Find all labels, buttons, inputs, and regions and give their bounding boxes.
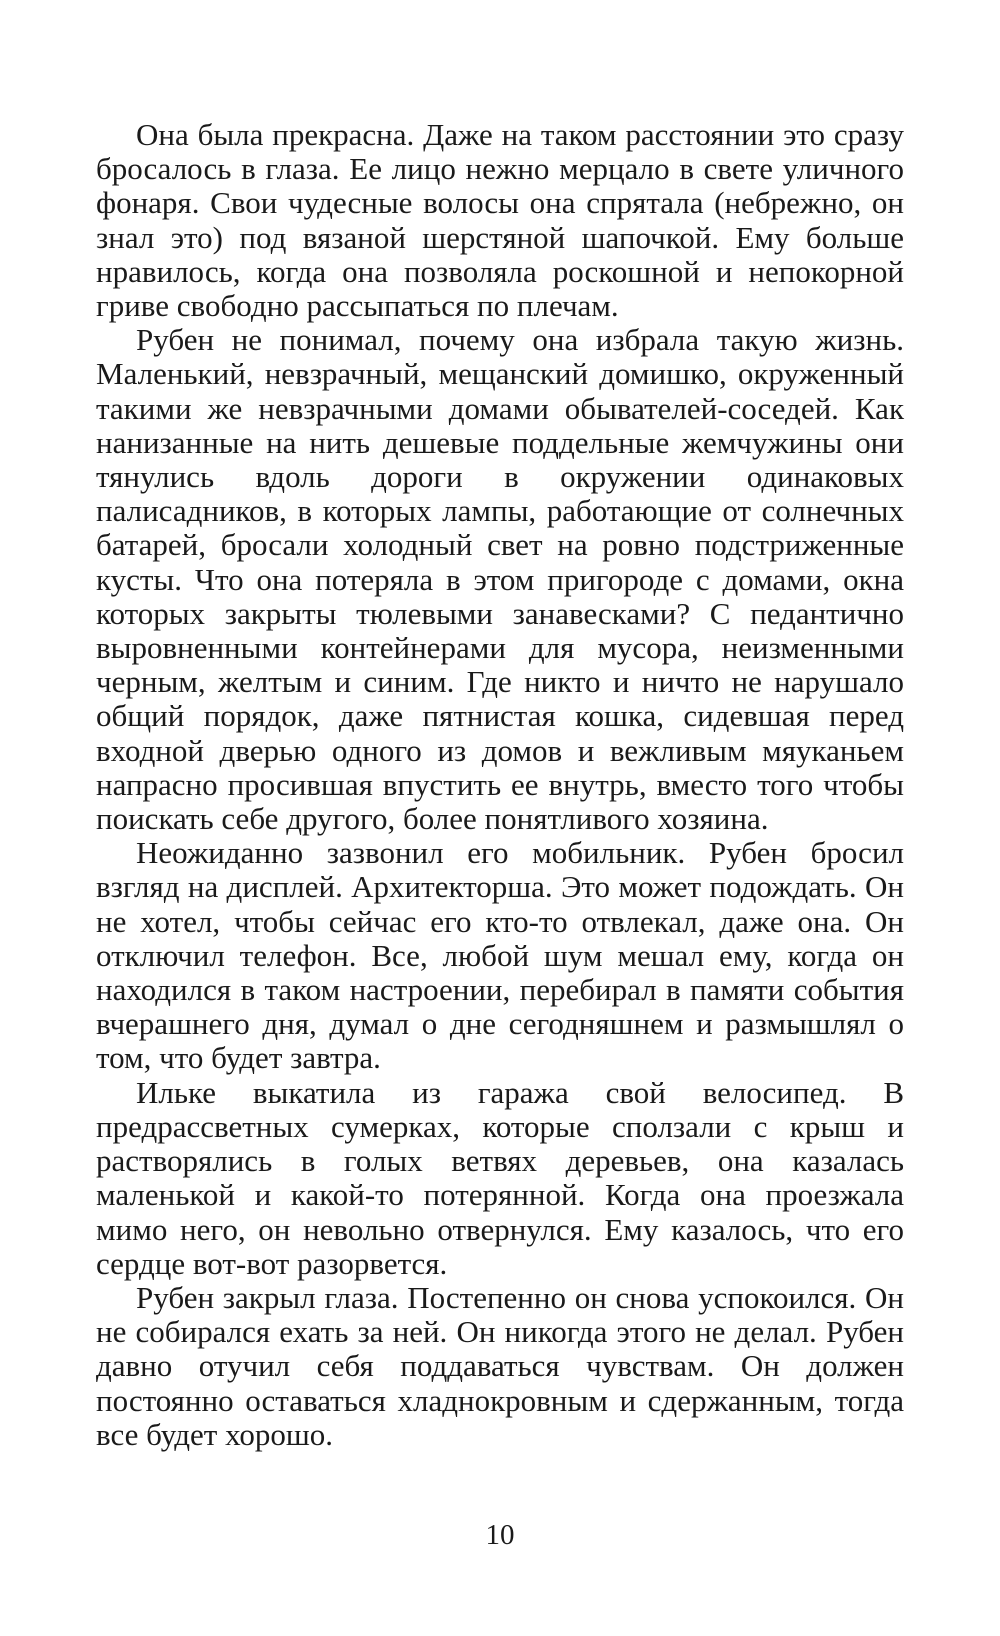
page-number: 10 [485,1519,515,1551]
body-text [96,118,904,1452]
paragraph-2: Рубен не понимал, почему она избрала такую жизнь. Маленький, невзрачный, мещанский домишко, окруженный такими же невзрачными домами обывателей-соседей. Как нанизанные на нить дешевые поддельные жемчужины они тянулись вдоль дороги в окружении одинаковых палисадников, в которых лампы, работающие от солнечных батарей, бросали холодный свет на ровно подстриженные кусты. Что она потеряла в этом пригороде с домами, окна которых закрыты тюлевыми занавесками? С педантично выровненными контейнерами для мусора, неизменными черным, желтым и синим. Где никто и ничто не нарушало общий порядок, даже пятнистая кошка, сидевшая перед входной дверью одного из домов и вежливым мяуканьем напрасно просившая впустить ее внутрь, вместо того чтобы поискать себе другого, более понятливого хозяина. [96,322,904,837]
paragraph-1: Она была прекрасна. Даже на таком расстоянии это сразу бросалось в глаза. Ее лицо нежно мерцало в свете уличного фонаря. Свои чудесные волосы она спрятала (небрежно, он знал это) под вязаной шерстяной шапочкой. Ему больше нравилось, когда она позволяла роскошной и непокорной гриве свободно рассыпаться по плечам. [96,117,904,324]
paragraph-5: Рубен закрыл глаза. Постепенно он снова успокоился. Он не собирался ехать за ней. Он никогда этого не делал. Рубен давно отучил себя поддаваться чувствам. Он должен постоянно оставаться хладнокровным и сдержанным, тогда все будет хорошо. [96,1279,904,1452]
paragraph-3: Неожиданно зазвонил его мобильник. Рубен бросил взгляд на дисплей. Архитекторша. Это может подождать. Он не хотел, чтобы сейчас его кто-то отвлекал, даже она. Он отключил телефон. Все, любой шум мешал ему, когда он находился в таком настроении, перебирал в памяти события вчерашнего дня, думал о дне сегодняшнем и размышлял о том, что будет завтра. [96,835,904,1076]
paragraph-4: Ильке выкатила из гаража свой велосипед. В предрассветных сумерках, которые сползали с крыш и растворялись в голых ветвях деревьев, она казалась маленькой и какой-то потерянной. Когда она проезжала мимо него, он невольно отвернулся. Ему казалось, что его сердце вот-вот разорвется. [96,1074,904,1281]
